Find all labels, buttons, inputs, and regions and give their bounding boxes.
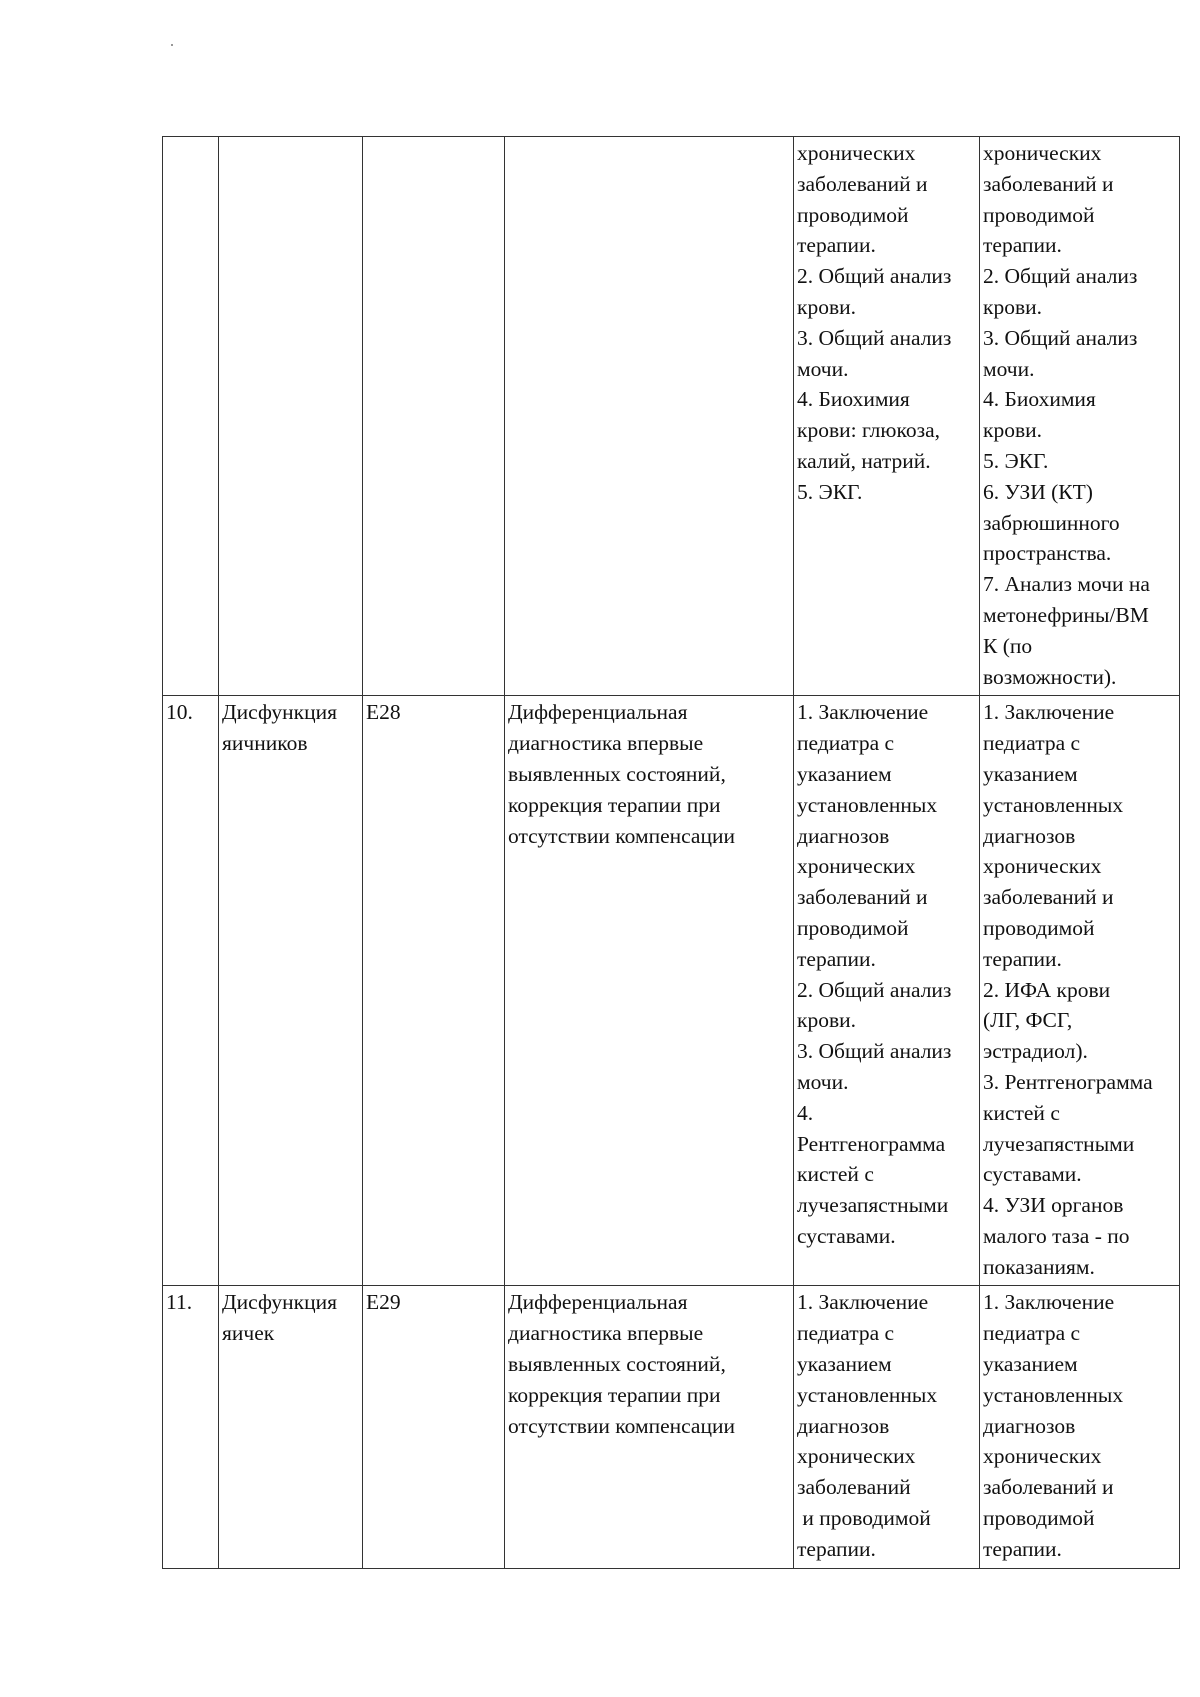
cell-line: указанием xyxy=(983,1352,1078,1377)
cell-line: Рентгенограмма xyxy=(797,1131,946,1156)
cell-line: диагнозов xyxy=(983,1413,1076,1438)
cell-text: 10. xyxy=(166,700,193,725)
cell-line: суставами. xyxy=(983,1162,1082,1187)
exam-list-cell xyxy=(794,137,980,696)
cell-line: 2. Общий анализ xyxy=(983,264,1138,289)
cell-line: лучезапястными xyxy=(983,1131,1135,1156)
cell-line: терапии. xyxy=(983,1536,1062,1561)
cell-line: 1. Заключение xyxy=(983,700,1115,725)
exam-list-cell xyxy=(794,696,980,1286)
cell-line: К (по xyxy=(983,633,1033,658)
cell-line: забрюшинного xyxy=(983,510,1120,535)
cell-text: E28 xyxy=(366,700,401,725)
cell-line: 5. ЭКГ. xyxy=(797,479,863,504)
cell-line: 1. Заключение xyxy=(983,1290,1115,1315)
cell-line: 7. Анализ мочи на xyxy=(983,572,1150,597)
cell-line: хронических xyxy=(797,141,916,165)
cell-line: крови. xyxy=(797,1008,856,1033)
cell-line: коррекция терапии при xyxy=(508,1382,721,1407)
diagnostics-table xyxy=(162,136,1180,1569)
cell-line: 6. УЗИ (КТ) xyxy=(983,479,1093,504)
cell-line: и проводимой xyxy=(797,1506,931,1531)
cell-text: 11. xyxy=(166,1290,193,1315)
cell-line: 4. УЗИ органов xyxy=(983,1193,1124,1218)
cell-line: заболеваний и xyxy=(797,171,928,196)
cell-line: калий, натрий. xyxy=(797,448,931,473)
cell-line: педиатра с xyxy=(797,731,895,756)
cell-line: 3. Общий анализ xyxy=(797,1039,952,1064)
table-row xyxy=(163,137,1180,696)
purpose-cell xyxy=(505,137,794,696)
cell-line: 4. Биохимия xyxy=(797,387,910,412)
cell-line: 1. Заключение xyxy=(797,1290,929,1315)
cell-line: выявленных состояний, xyxy=(508,761,726,786)
cell-line: заболеваний xyxy=(797,1475,911,1500)
cell-line: хронических xyxy=(983,854,1102,879)
cell-line: терапии. xyxy=(797,1536,876,1561)
cell-line: Дисфункция xyxy=(222,700,337,725)
cell-line: возможности). xyxy=(983,664,1117,689)
cell-line: 3. Общий анализ xyxy=(983,325,1138,350)
cell-line: проводимой xyxy=(983,1506,1095,1531)
cell-line: крови. xyxy=(983,294,1042,319)
cell-line: показаниям. xyxy=(983,1254,1095,1279)
cell-line: малого таза - по xyxy=(983,1223,1130,1248)
cell-line: установленных xyxy=(983,792,1124,817)
cell-line: терапии. xyxy=(797,946,876,971)
icd-code-cell xyxy=(363,1286,505,1568)
cell-line: диагностика впервые xyxy=(508,1321,704,1346)
cell-line: яичников xyxy=(222,731,308,756)
cell-line: крови. xyxy=(797,294,856,319)
exam-list-cell xyxy=(794,1286,980,1568)
cell-line: пространства. xyxy=(983,541,1112,566)
cell-line: терапии. xyxy=(983,946,1062,971)
cell-line: мочи. xyxy=(797,1069,849,1094)
cell-line: заболеваний и xyxy=(797,885,928,910)
cell-line: диагностика впервые xyxy=(508,731,704,756)
cell-line: (ЛГ, ФСГ, xyxy=(983,1008,1073,1033)
table-row xyxy=(163,696,1180,1286)
cell-line: педиатра с xyxy=(797,1321,895,1346)
cell-line: 2. Общий анализ xyxy=(797,977,952,1002)
cell-line: мочи. xyxy=(983,356,1035,381)
cell-line: суставами. xyxy=(797,1223,896,1248)
cell-line: метонефрины/ВМ xyxy=(983,602,1149,627)
cell-line: хронических xyxy=(983,141,1102,165)
cell-line: установленных xyxy=(797,1382,938,1407)
row-number-cell xyxy=(163,1286,219,1568)
table-row xyxy=(163,1286,1180,1568)
condition-name-cell xyxy=(219,1286,363,1568)
cell-line: установленных xyxy=(797,792,938,817)
cell-line: заболеваний и xyxy=(983,171,1114,196)
cell-text: E29 xyxy=(366,1290,401,1315)
cell-line: выявленных состояний, xyxy=(508,1352,726,1377)
cell-line: проводимой xyxy=(797,915,909,940)
cell-line: крови: глюкоза, xyxy=(797,418,940,443)
cell-line: терапии. xyxy=(797,233,876,258)
cell-line: кистей с xyxy=(983,1100,1060,1125)
cell-line: отсутствии компенсации xyxy=(508,1413,735,1438)
cell-line: установленных xyxy=(983,1382,1124,1407)
icd-code-cell xyxy=(363,696,505,1286)
cell-line: хронических xyxy=(797,1444,916,1469)
cell-line: мочи. xyxy=(797,356,849,381)
cell-line: 2. Общий анализ xyxy=(797,264,952,289)
cell-line: коррекция терапии при xyxy=(508,792,721,817)
cell-line: педиатра с xyxy=(983,1321,1081,1346)
cell-line: указанием xyxy=(797,1352,892,1377)
cell-line: проводимой xyxy=(983,915,1095,940)
cell-line: 1. Заключение xyxy=(797,700,929,725)
exam-list-extended-cell xyxy=(980,1286,1180,1568)
cell-line: кистей с xyxy=(797,1162,874,1187)
cell-line: заболеваний и xyxy=(983,1475,1114,1500)
cell-line: 4. xyxy=(797,1100,814,1125)
condition-name-cell xyxy=(219,137,363,696)
icd-code-cell xyxy=(363,137,505,696)
cell-line: Дифференциальная xyxy=(508,700,688,725)
row-number-cell xyxy=(163,137,219,696)
cell-line: педиатра с xyxy=(983,731,1081,756)
purpose-cell xyxy=(505,696,794,1286)
cell-line: 2. ИФА крови xyxy=(983,977,1111,1002)
cell-line: 4. Биохимия xyxy=(983,387,1096,412)
cell-line: диагнозов xyxy=(797,1413,890,1438)
cell-line: терапии. xyxy=(983,233,1062,258)
exam-list-extended-cell xyxy=(980,696,1180,1286)
cell-line: 5. ЭКГ. xyxy=(983,448,1049,473)
cell-line: яичек xyxy=(222,1321,275,1346)
cell-line: 3. Общий анализ xyxy=(797,325,952,350)
cell-line: хронических xyxy=(983,1444,1102,1469)
table-body xyxy=(163,137,1180,1569)
cell-line: крови. xyxy=(983,418,1042,443)
condition-name-cell xyxy=(219,696,363,1286)
cell-line: лучезапястными xyxy=(797,1193,949,1218)
cell-line: 3. Рентгенограмма xyxy=(983,1069,1153,1094)
cell-line: указанием xyxy=(983,761,1078,786)
scan-speck xyxy=(171,44,173,46)
cell-line: Дифференциальная xyxy=(508,1290,688,1315)
cell-line: диагнозов xyxy=(983,823,1076,848)
purpose-cell xyxy=(505,1286,794,1568)
cell-line: диагнозов xyxy=(797,823,890,848)
cell-line: указанием xyxy=(797,761,892,786)
cell-line: Дисфункция xyxy=(222,1290,337,1315)
cell-line: эстрадиол). xyxy=(983,1039,1088,1064)
cell-line: отсутствии компенсации xyxy=(508,823,735,848)
cell-line: заболеваний и xyxy=(983,885,1114,910)
cell-line: проводимой xyxy=(797,202,909,227)
cell-line: хронических xyxy=(797,854,916,879)
cell-line: проводимой xyxy=(983,202,1095,227)
row-number-cell xyxy=(163,696,219,1286)
exam-list-extended-cell xyxy=(980,137,1180,696)
